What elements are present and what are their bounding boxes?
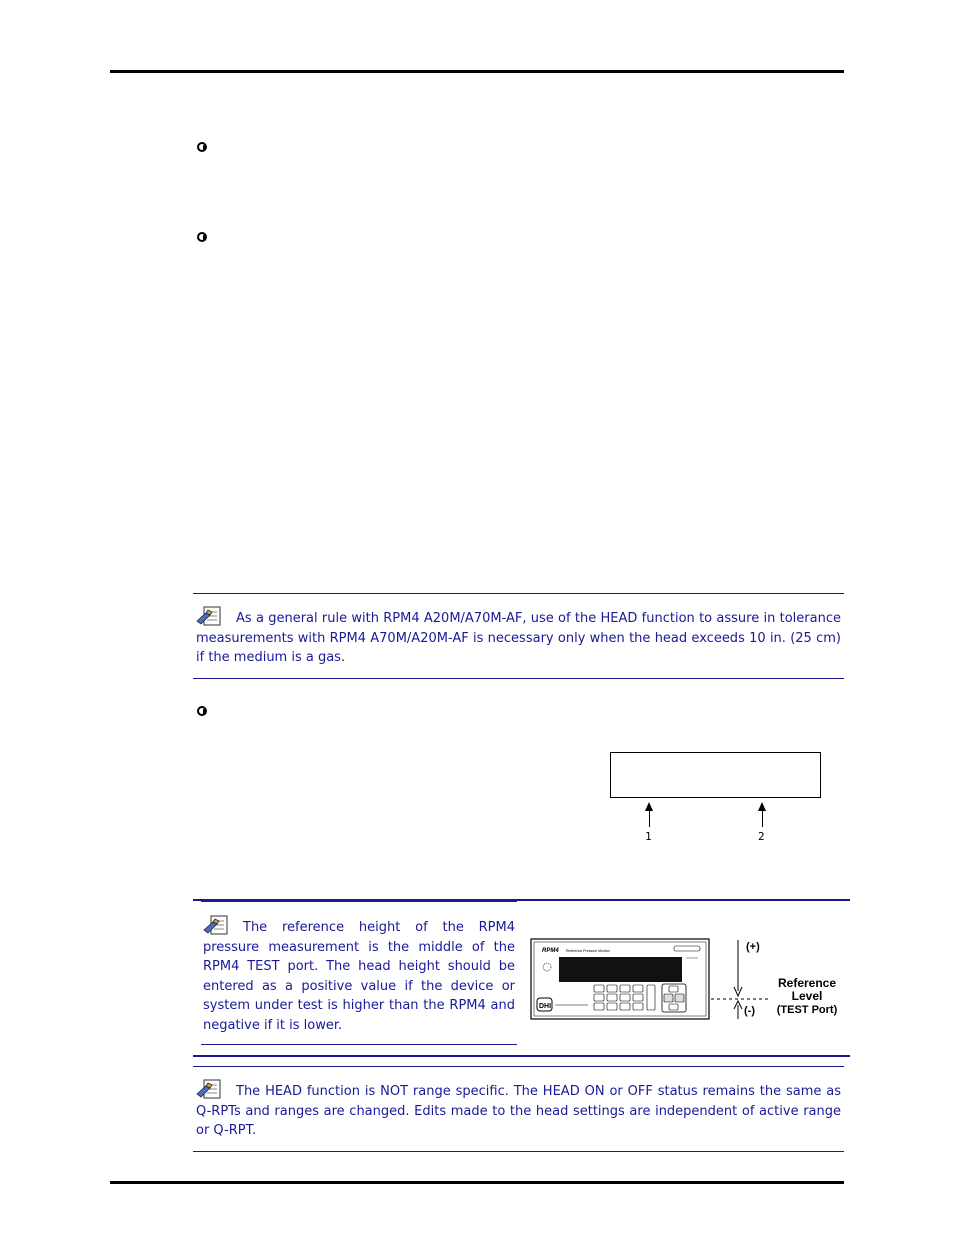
note-1-text: As a general rule with RPM4 A20M/A70M-AF, use of the HEAD function to assure in tolerance measurements with RPM4 A70M/A20M-AF is necessary only when the head exceeds 10 in. (25 cm) if the medium is a gas. [196,611,841,665]
note-pen-icon [196,606,224,626]
note-2 [203,915,515,1035]
note-3-top-rule [193,1066,844,1067]
note-3-bottom-rule [193,1151,844,1152]
pointer-1-line [649,810,650,827]
header-rule [110,70,844,73]
note-pen-icon [196,1079,224,1099]
pointer-2-label: 2 [758,830,765,843]
rpm4-front-panel [531,939,709,1019]
bullet-1 [197,142,207,152]
display-screen-box [610,752,821,798]
minus-label: (-) [744,1005,755,1017]
note-2-text: The reference height of the RPM4 pressure measurement is the middle of the RPM4 TEST port. The head height should be entered as a positive value if the device or system under test is higher than the RPM4 and negative if it is lower. [203,920,515,1033]
reference-label-line1: Reference [777,976,837,990]
note-2-outer-bottom-rule [193,1055,850,1057]
panel-logo: DHI [539,1003,552,1010]
reference-label-line3: (TEST Port) [776,1004,838,1016]
reference-level-figure [528,935,848,1025]
plus-label: (+) [746,941,760,953]
note-2-inner-bottom-rule [201,1044,517,1045]
bullet-2 [197,232,207,242]
bullet-3 [197,706,207,716]
note-2-inner-top-rule [201,901,517,902]
note-pen-icon [203,915,231,935]
footer-rule [110,1181,844,1184]
reference-label-line2: Level [791,989,823,1003]
note-3-text: The HEAD function is NOT range specific. The HEAD ON or OFF status remains the same as Q-RPTs and ranges are changed. Edits made to the head settings are independent of active range or Q-RPT. [196,1084,841,1138]
note-1 [196,606,841,668]
panel-subtitle: Reference Pressure Monitor [566,949,610,953]
pointer-2-line [762,810,763,827]
pointer-1-label: 1 [645,830,652,843]
panel-brand: RPM4 [542,948,559,954]
note-1-bottom-rule [193,678,844,679]
note-1-top-rule [193,593,844,594]
note-3 [196,1079,841,1141]
